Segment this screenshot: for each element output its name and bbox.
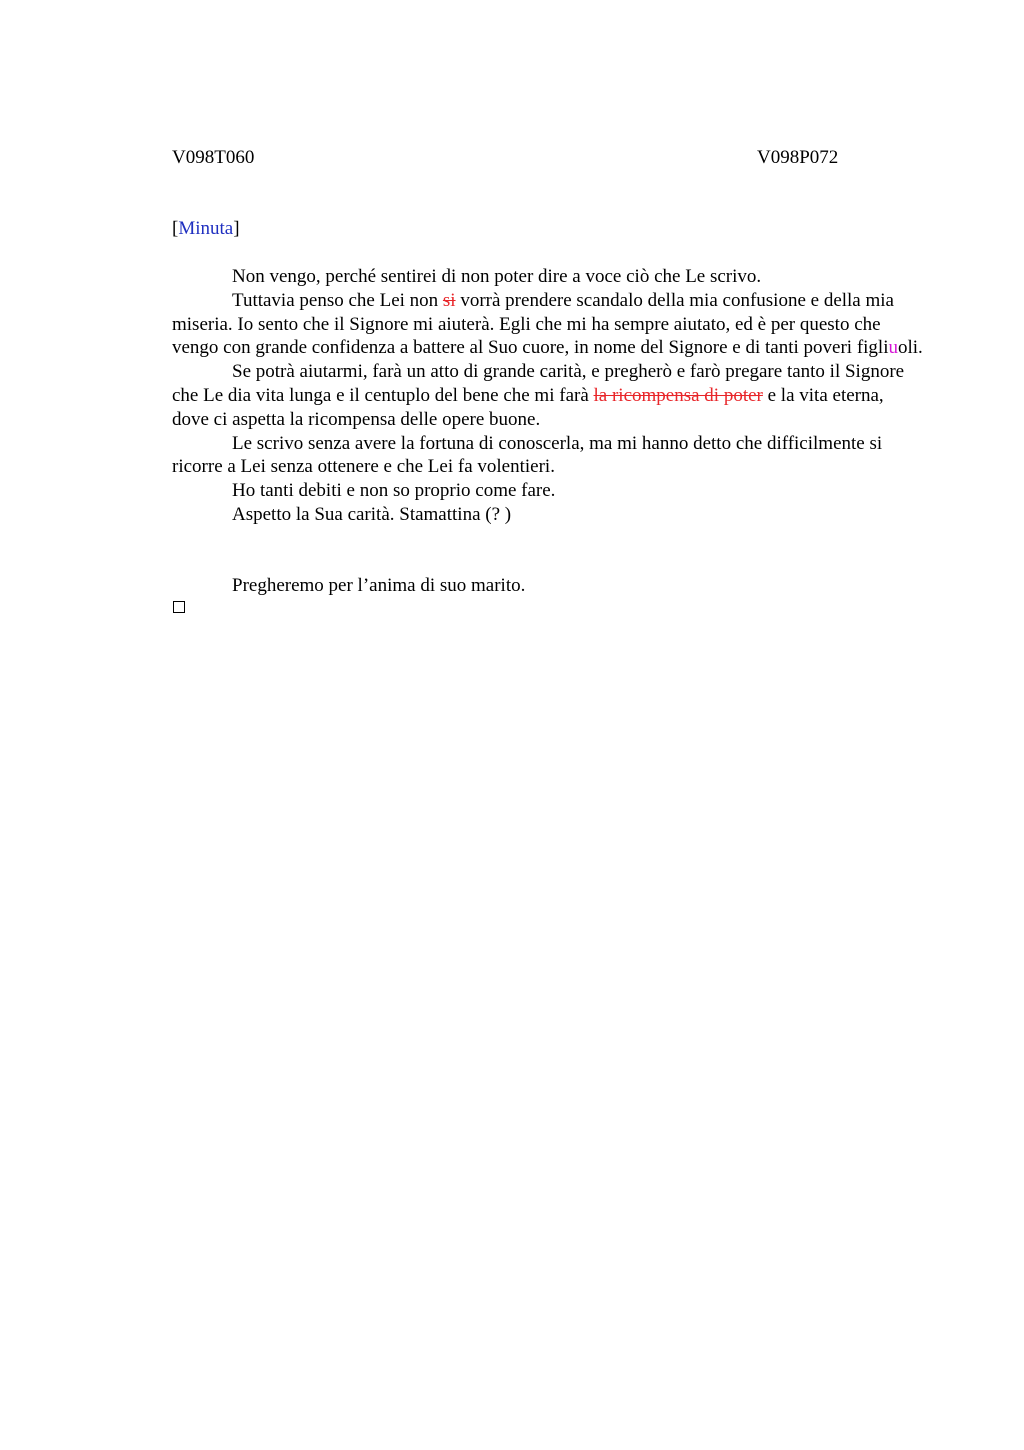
paragraph-3-text-b: e la vita eterna, dove ci aspetta la ricompensa delle opere buone. bbox=[172, 384, 884, 430]
closing-line: Pregheremo per l’anima di suo marito. bbox=[232, 575, 526, 596]
paragraph-5: Ho tanti debiti e non so proprio come fare. bbox=[232, 480, 556, 502]
document-code-right: V098P072 bbox=[757, 147, 839, 168]
minuta-label bbox=[172, 218, 240, 240]
minuta-open-bracket: [ bbox=[172, 218, 179, 239]
paragraph-2-text-c: oli. bbox=[897, 337, 923, 359]
paragraph-2-text-a: Tuttavia penso che Lei non bbox=[232, 289, 443, 311]
checkbox-square-icon bbox=[173, 601, 185, 613]
document-code-left: V098T060 bbox=[172, 147, 255, 168]
minuta-text: Minuta bbox=[178, 218, 234, 239]
paragraph-2-text-b: vorrà prendere scandalo della mia confusione e della mia miseria. Io sento che il Signore mi aiuterà. Egli che mi ha sempre aiutato, ed è per questo che vengo con grande confidenza a battere al Suo cuore, in nome del Signore e di tanti poveri figli bbox=[172, 289, 894, 359]
minuta-close-bracket: ] bbox=[233, 218, 240, 239]
paragraph-3 bbox=[172, 360, 924, 431]
letter-body bbox=[172, 265, 924, 527]
paragraph-6: Aspetto la Sua carità. Stamattina (? ) bbox=[232, 503, 512, 525]
paragraph-4: Le scrivo senza avere la fortuna di conoscerla, ma mi hanno detto che difficilmente si ricorre a Lei senza ottenere e che Lei fa volentieri. bbox=[172, 432, 883, 478]
inserted-letter: u bbox=[888, 337, 898, 359]
deleted-word: si bbox=[442, 289, 456, 311]
deleted-phrase: la ricompensa di poter bbox=[593, 384, 763, 406]
paragraph-1: Non vengo, perché sentirei di non poter dire a voce ciò che Le scrivo. bbox=[232, 266, 762, 287]
paragraph-3-text-a: Se potrà aiutarmi, farà un atto di grande carità, e pregherò e farò pregare tanto il Signore che Le dia vita lunga e il centuplo del bene che mi farà bbox=[172, 361, 905, 406]
paragraph-2 bbox=[172, 289, 924, 360]
